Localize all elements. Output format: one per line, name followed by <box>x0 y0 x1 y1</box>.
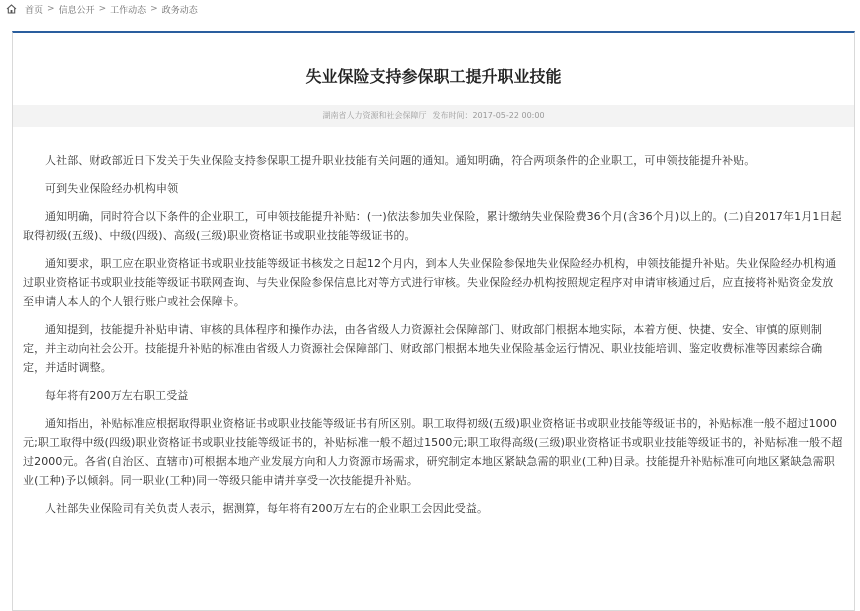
article-paragraph: 通知要求，职工应在职业资格证书或职业技能等级证书核发之日起12个月内，到本人失业保险参保地失业保险经办机构，申领技能提升补贴。失业保险经办机构通过职业资格证书或职业技能等级证书联网查询、与失业保险参保信息比对等方式进行审核。失业保险经办机构按照规定程序对申请审核通过后，应直接将补贴资金发放至申请人本人的个人银行账户或社会保障卡。 <box>23 257 837 308</box>
breadcrumb-item-work[interactable]: 工作动态 <box>110 5 147 16</box>
article-title: 失业保险支持参保职工提升职业技能 <box>305 67 562 86</box>
article-source: 湖南省人力资源和社会保障厅 <box>322 111 427 120</box>
breadcrumb-item-home[interactable]: 首页 <box>25 5 44 16</box>
article-meta <box>13 105 854 127</box>
article-paragraph: 通知提到，技能提升补贴申请、审核的具体程序和操作办法，由各省级人力资源社会保障部门、财政部门根据本地实际，本着方便、快捷、安全、审慎的原则制定，并主动向社会公开。技能提升补贴的标准由省级人力资源社会保障部门、财政部门根据本地失业保险基金运行情况、职业技能培训、鉴定收费标准等因素综合确定，并适时调整。 <box>23 323 823 374</box>
article-date-label: 发布时间： <box>432 111 473 120</box>
article-subheading: 每年将有200万左右职工受益 <box>45 389 189 402</box>
breadcrumb-separator: > <box>98 4 107 14</box>
breadcrumb-separator: > <box>150 4 158 14</box>
article-paragraph: 通知指出，补贴标准应根据取得职业资格证书或职业技能等级证书有所区别。职工取得初级(五级)职业资格证书或职业技能等级证书的，补贴标准一般不超过1000元;职工取得中级(四级)职业资格证书或职业技能等级证书的，补贴标准一般不超过1500元;职工取得高级(三级)职业资格证书或职业技能等级证书的，补贴标准一般不超过2000元。各省(自治区、直辖市)可根据本地产业发展方向和人力资源市场需求，研究制定本地区紧缺急需的职业(工种)目录。技能提升补贴标准可向地区紧缺急需职业(工种)予以倾斜。同一职业(工种)同一等级只能申请并享受一次技能提升补贴。 <box>23 417 843 487</box>
breadcrumb <box>0 0 860 18</box>
article-paragraph: 人社部、财政部近日下发关于失业保险支持参保职工提升职业技能有关问题的通知。通知明确，符合两项条件的企业职工，可申领技能提升补贴。 <box>45 154 756 167</box>
article-paragraph: 通知明确，同时符合以下条件的企业职工，可申领技能提升补贴：(一)依法参加失业保险，累计缴纳失业保险费36个月(含36个月)以上的。(二)自2017年1月1日起取得初级(五级)、中级(四级)、高级(三级)职业资格证书或职业技能等级证书的。 <box>23 210 842 242</box>
breadcrumb-item-info[interactable]: 信息公开 <box>58 5 95 16</box>
article-date: 2017-05-22 00:00 <box>472 111 545 120</box>
article-subheading: 可到失业保险经办机构申领 <box>45 182 179 195</box>
breadcrumb-item-gov[interactable]: 政务动态 <box>161 5 198 16</box>
article-container <box>12 31 855 611</box>
article-paragraph: 人社部失业保险司有关负责人表示，据测算，每年将有200万左右的企业职工会因此受益。 <box>45 502 489 515</box>
home-icon[interactable] <box>6 4 17 14</box>
breadcrumb-separator: > <box>47 4 55 14</box>
article-body <box>13 151 855 527</box>
